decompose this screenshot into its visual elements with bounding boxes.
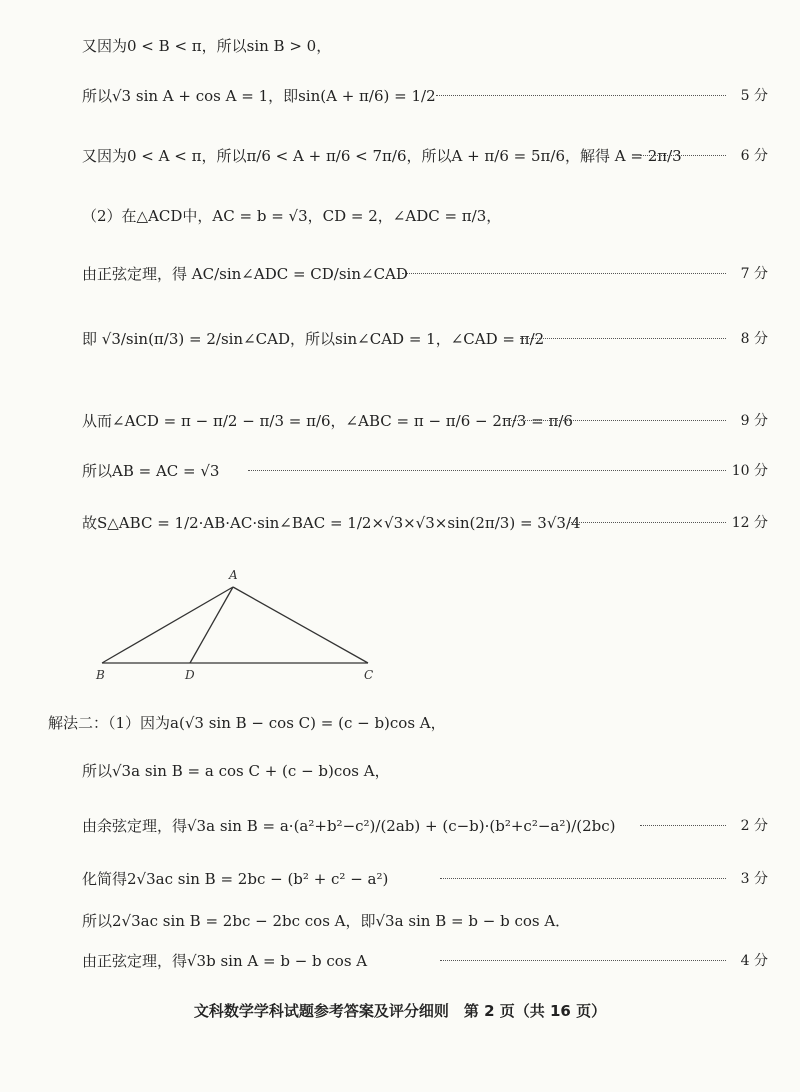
- line-text: 又因为0 < A < π，所以π/6 < A + π/6 < 7π/6，所以A + π/6 = 5π/6，解得 A = 2π/3: [82, 147, 682, 165]
- leader-dots: [520, 338, 726, 339]
- segment-ad: [190, 587, 233, 663]
- leader-dots: [248, 470, 726, 471]
- page-footer: 文科数学学科试题参考答案及评分细则 第 2 页（共 16 页）: [193, 1002, 607, 1020]
- score-label: 9 分: [740, 413, 768, 429]
- score-label: 3 分: [740, 871, 768, 887]
- score-label: 7 分: [740, 266, 768, 282]
- line-text: 即 √3/sin(π/3) = 2/sin∠CAD，所以sin∠CAD = 1，∠CAD = π/2: [82, 330, 545, 348]
- score-label: 6 分: [740, 148, 768, 164]
- score-label: 8 分: [740, 331, 768, 347]
- line-text: 由余弦定理，得√3a sin B = a·(a²+b²−c²)/(2ab) + (c−b)·(b²+c²−a²)/(2bc): [82, 817, 616, 835]
- line-text: 由正弦定理，得 AC/sin∠ADC = CD/sin∠CAD: [82, 265, 408, 283]
- line-text: 又因为0 < B < π，所以sin B > 0，: [82, 37, 332, 55]
- score-label: 12 分: [731, 515, 768, 531]
- leader-dots: [402, 273, 726, 274]
- leader-dots: [640, 155, 726, 156]
- line-text: （2）在△ACD中，AC = b = √3，CD = 2，∠ADC = π/3，: [82, 207, 502, 225]
- line-text: 所以AB = AC = √3: [82, 462, 220, 480]
- score-label: 2 分: [740, 818, 768, 834]
- leader-dots: [440, 960, 726, 961]
- line-text: 解法二：（1）因为a(√3 sin B − cos C) = (c − b)cos A，: [48, 714, 446, 732]
- vertex-c-label: C: [364, 668, 374, 682]
- leader-dots: [640, 825, 726, 826]
- segment-ab: [102, 587, 233, 663]
- line-text: 化简得2√3ac sin B = 2bc − (b² + c² − a²): [82, 870, 389, 888]
- score-label: 5 分: [740, 88, 768, 104]
- triangle-figure: [88, 565, 388, 685]
- leader-dots: [436, 95, 726, 96]
- score-label: 4 分: [740, 953, 768, 969]
- line-text: 从而∠ACD = π − π/2 − π/3 = π/6，∠ABC = π − π/6 − 2π/3 = π/6: [82, 412, 573, 430]
- line-text: 所以2√3ac sin B = 2bc − 2bc cos A，即√3a sin B = b − b cos A．: [82, 912, 571, 930]
- segment-ac: [233, 587, 368, 663]
- leader-dots: [568, 522, 726, 523]
- vertex-a-label: A: [229, 568, 238, 582]
- line-text: 所以√3a sin B = a cos C + (c − b)cos A，: [82, 762, 390, 780]
- line-text: 所以√3 sin A + cos A = 1，即sin(A + π/6) = 1/2: [82, 87, 436, 105]
- vertex-b-label: B: [96, 668, 105, 682]
- score-label: 10 分: [731, 463, 768, 479]
- leader-dots: [440, 878, 726, 879]
- line-text: 由正弦定理，得√3b sin A = b − b cos A: [82, 952, 368, 970]
- leader-dots: [506, 420, 726, 421]
- vertex-d-label: D: [185, 668, 195, 682]
- line-text: 故S△ABC = 1/2·AB·AC·sin∠BAC = 1/2×√3×√3×sin(2π/3) = 3√3/4: [82, 514, 581, 532]
